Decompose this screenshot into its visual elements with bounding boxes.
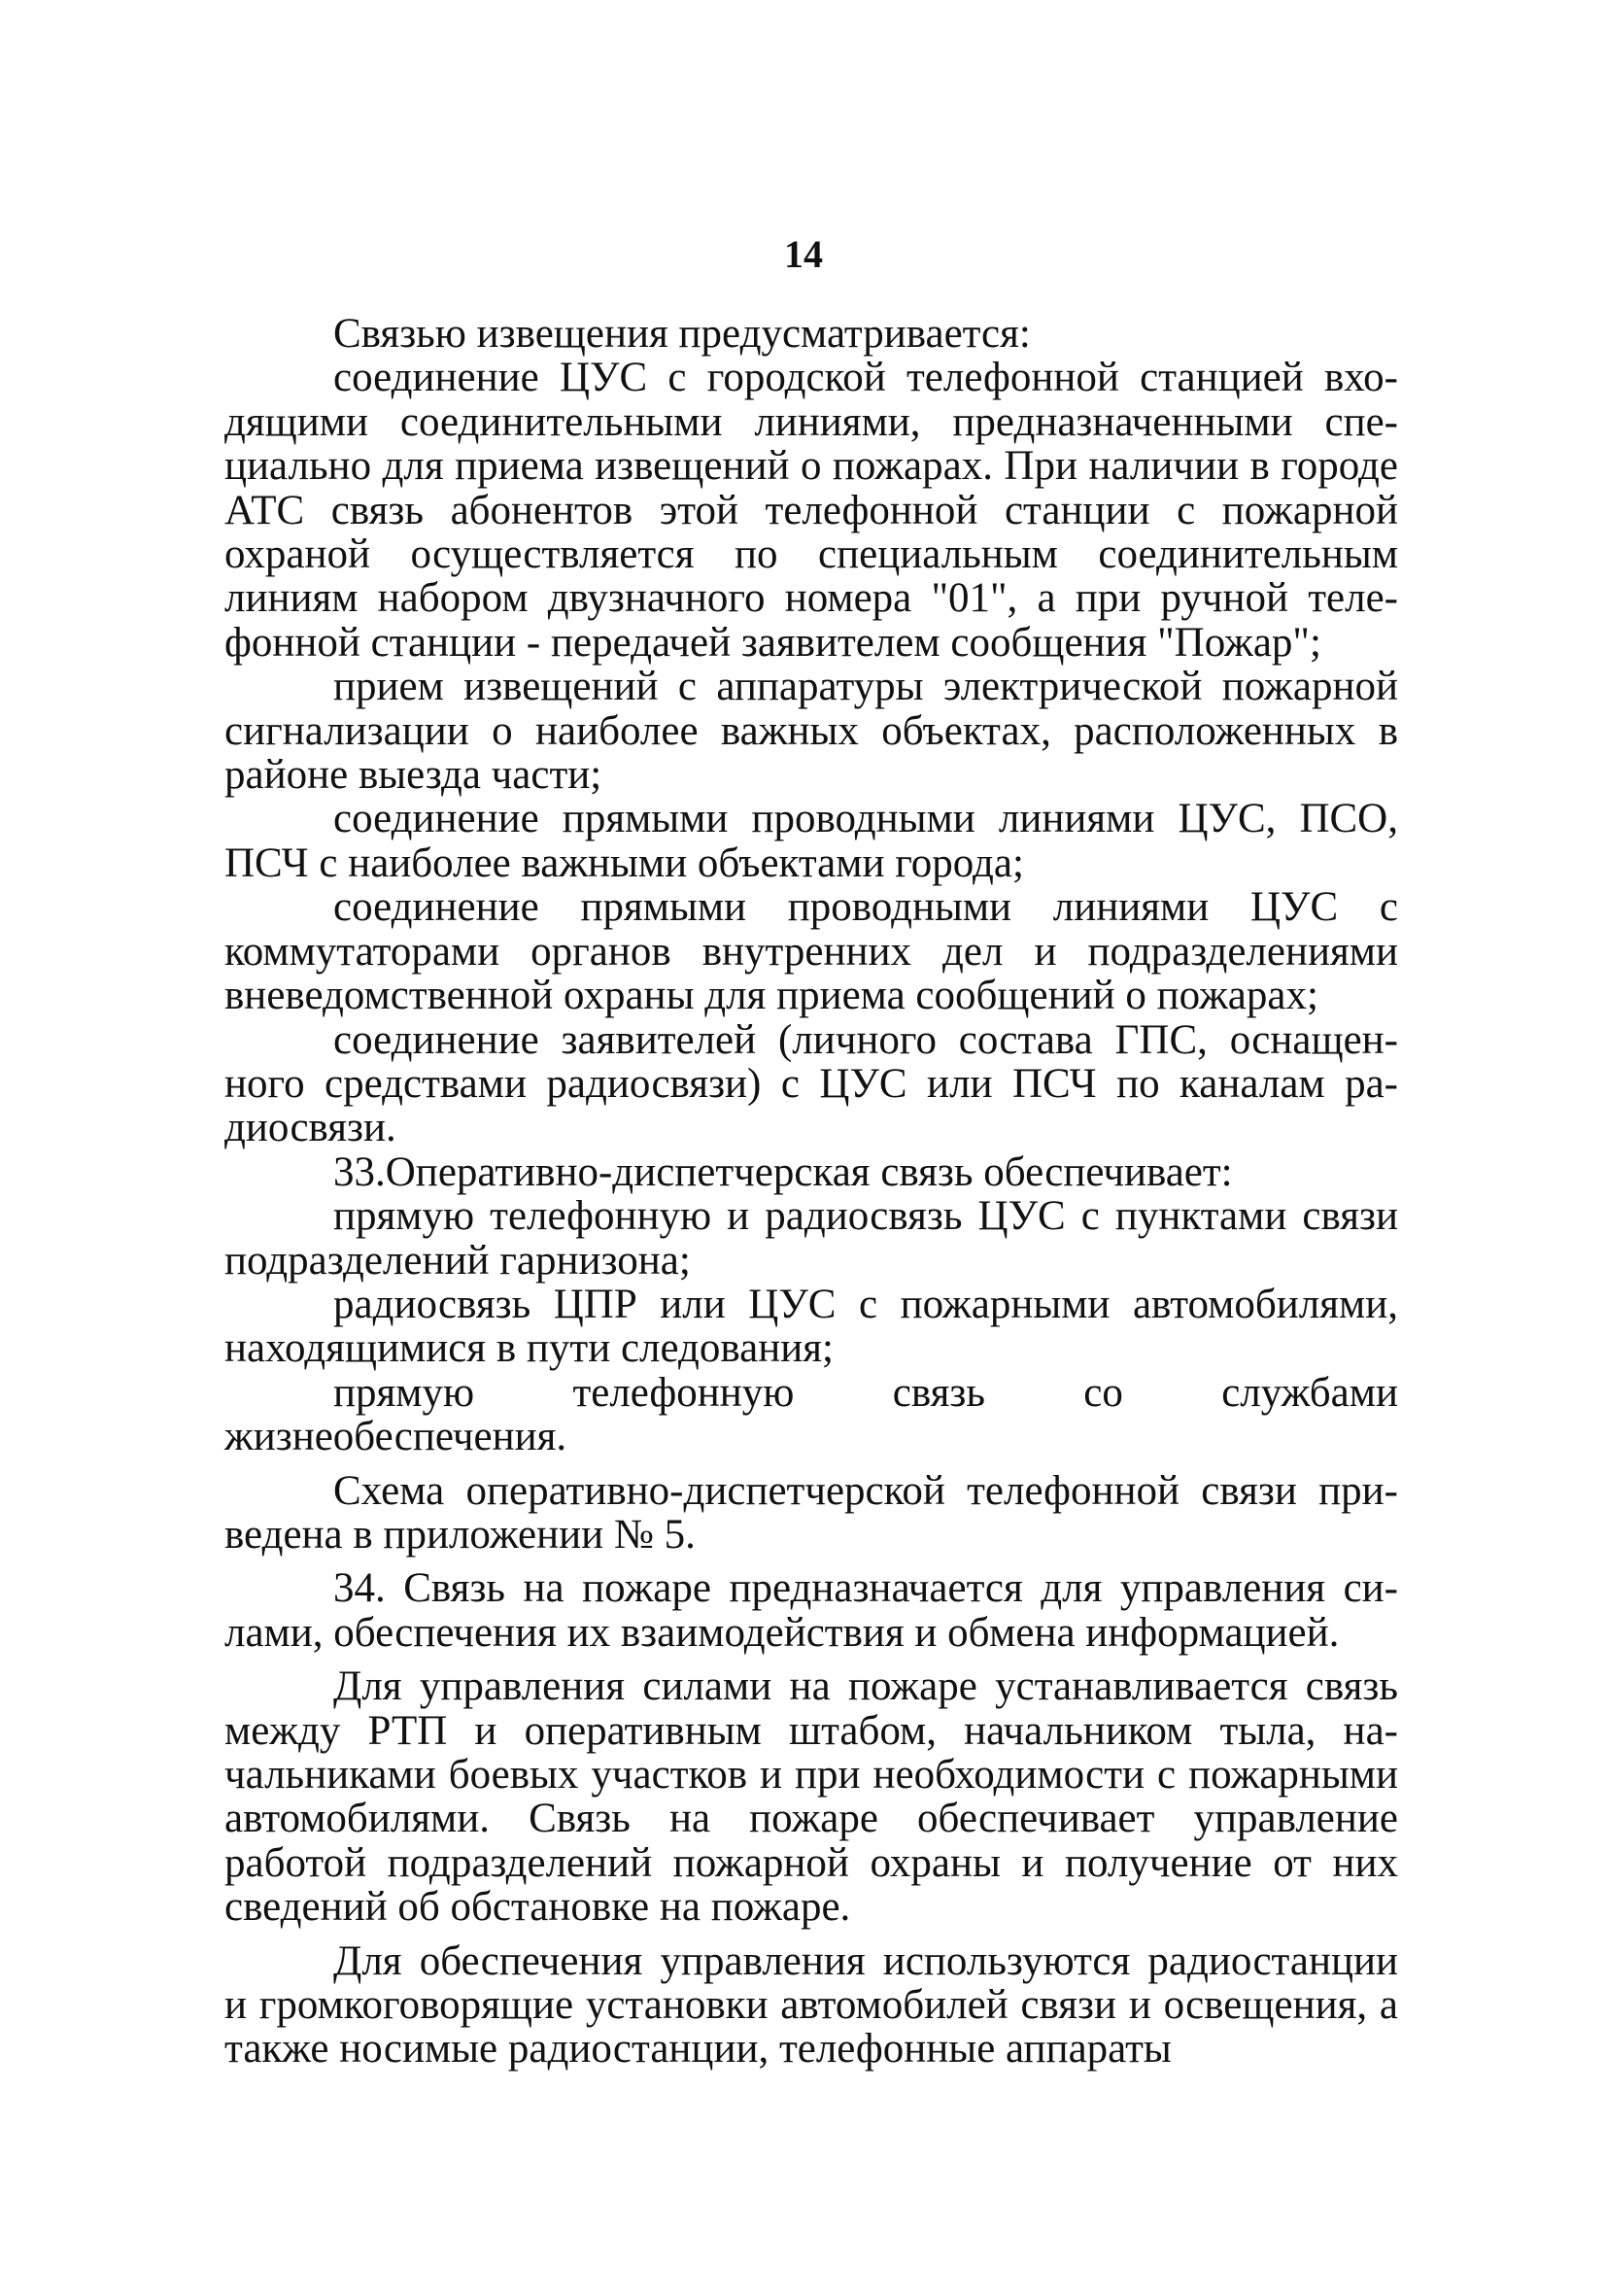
paragraph-alarm-reception: прием извещений с аппаратуры электрической пожарной сигнализации о наиболее важных объектах, расположенных в районе выезда части; bbox=[224, 664, 1398, 799]
paragraph-direct-lines-objects: соединение прямыми проводными линиями ЦУС, ПСО, ПСЧ с наиболее важными объектами города; bbox=[224, 796, 1398, 886]
paragraph-command-communication: Для управления силами на пожаре устанавливается связь между РТП и оперативным штабом, начальником тыла, начальниками боевых участков и при необходимости с пожарными автомобилями. Связь на пожаре обеспечивает управление работой подразделений пожарной охраны и получение от них сведений об обстановке на пожаре. bbox=[224, 1663, 1398, 1931]
paragraph-direct-telephone-radio: прямую телефонную и радиосвязь ЦУС с пунктами связи подразделений гарнизона; bbox=[224, 1193, 1398, 1284]
paragraph-life-support: прямую телефонную связь со службами жизнеобеспечения. bbox=[224, 1369, 1398, 1460]
paragraph-scheme-appendix: Схема оперативно-диспетчерской телефонной связи приведена в приложении № 5. bbox=[224, 1467, 1398, 1558]
paragraph-section-34: 34. Связь на пожаре предназначается для управления силами, обеспечения их взаимодействия и обмена информацией. bbox=[224, 1565, 1398, 1656]
paragraph-section-33: 33.Оперативно-диспетчерская связь обеспечивает: bbox=[333, 1148, 1233, 1195]
paragraph-communication-intro: Связью извещения предусматривается: bbox=[333, 311, 1031, 357]
paragraph-radio-callers: соединение заявителей (личного состава ГПС, оснащенного средствами радиосвязи) с ЦУС или ПСЧ по каналам радиосвязи. bbox=[224, 1016, 1398, 1151]
body-text bbox=[224, 312, 1398, 2072]
page-number: 14 bbox=[784, 232, 823, 276]
paragraph-equipment: Для обеспечения управления используются радиостанции и громкоговорящие установки автомобилей связи и освещения, а также носимые радиостанции, телефонные аппараты bbox=[224, 1937, 1398, 2073]
paragraph-city-exchange: соединение ЦУС с городской телефонной станцией входящими соединительными линиями, предназначенными специально для приема извещений о пожарах. При наличии в городе АТС связь абонентов этой телефонной станции с пожарной охраной осуществляется по специальным соединительным линиям набором двузначного номера "01", а при ручной телефонной станции - передачей заявителем сообщения "Пожар"; bbox=[224, 355, 1398, 666]
paragraph-radio-vehicles: радиосвязь ЦПР или ЦУС с пожарными автомобилями, находящимися в пути следования; bbox=[224, 1281, 1398, 1372]
paragraph-direct-lines-police: соединение прямыми проводными линиями ЦУС с коммутаторами органов внутренних дел и подразделениями вневедомственной охраны для приема сообщений о пожарах; bbox=[224, 884, 1398, 1019]
